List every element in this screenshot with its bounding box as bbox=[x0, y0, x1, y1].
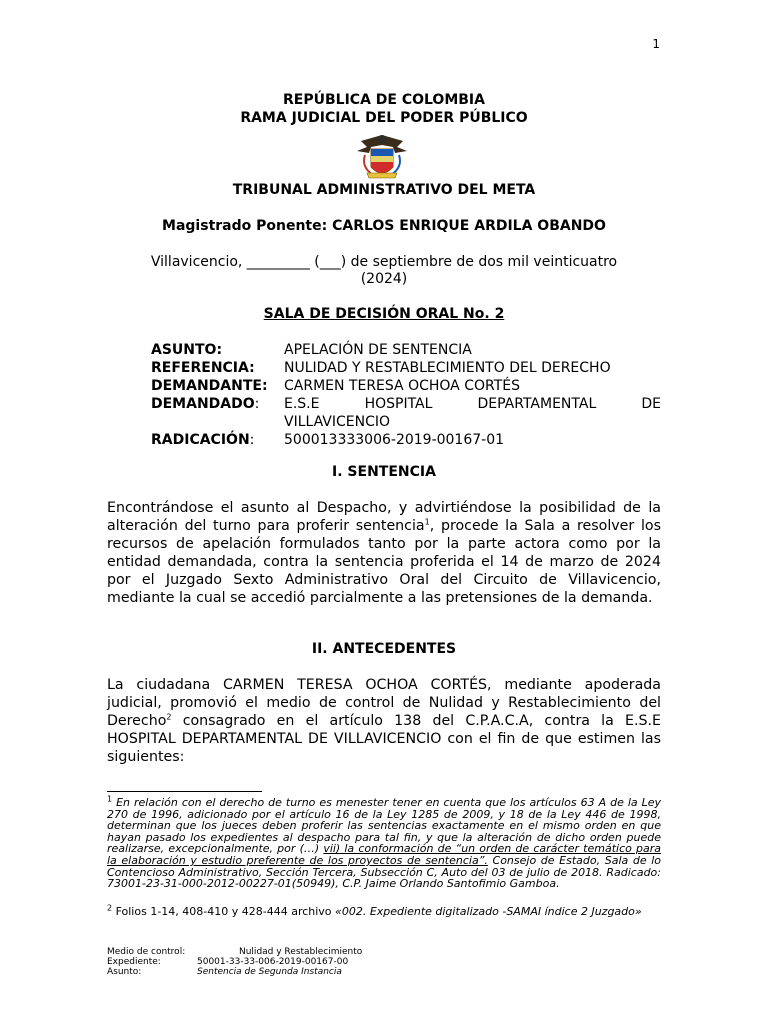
dateline: Villavicencio, _________ (___) de septiembre de dos mil veinticuatro bbox=[150, 254, 618, 270]
header-branch: RAMA JUDICIAL DEL PODER PÚBLICO bbox=[240, 110, 528, 126]
radicacion-value: 500013333006-2019-00167-01 bbox=[284, 432, 505, 448]
footnote-1-quote: vii) la conformación de “un orden de carácter temático para la elaboración y estudio preferente de los proyectos de sentencia”. bbox=[107, 842, 661, 867]
footer-asunto-label: Asunto: bbox=[107, 967, 142, 977]
footer-medio-value: Nulidad y Restablecimiento bbox=[239, 947, 363, 957]
sentencia-text-1: Encontrándose el asunto al Despacho, y advirtiéndose la posibilidad de la alteración del turno para proferir sentencia bbox=[107, 500, 661, 534]
radicacion-row bbox=[151, 431, 661, 449]
asunto-value: APELACIÓN DE SENTENCIA bbox=[284, 342, 472, 358]
antecedentes-text-2: consagrado en el artículo 138 del C.P.A.C.A, contra la E.S.E HOSPITAL DEPARTAMENTAL DE VILLAVICENCIO con el fin de que estimen las siguientes: bbox=[107, 713, 661, 765]
sentencia-text-2: , procede la Sala a resolver los recursos de apelación formulados tanto por la parte actora como por la entidad demandada, contra la sentencia proferida el 14 de marzo de 2024 por el Juzgado Sexto Administrativo Oral del Circuito de Villavicencio, mediante la cual se accedió parcialmente a las pretensiones de la demanda. bbox=[107, 518, 661, 606]
header-country: REPÚBLICA DE COLOMBIA bbox=[283, 92, 485, 108]
demandado-label: DEMANDADO bbox=[151, 396, 255, 412]
demandado-word-1: E.S.E bbox=[284, 396, 320, 412]
footer-medio-label: Medio de control: bbox=[107, 947, 186, 957]
footnote-1 bbox=[107, 794, 662, 891]
case-details bbox=[151, 341, 661, 449]
footer-expediente-label: Expediente: bbox=[107, 957, 161, 967]
demandante-row bbox=[151, 377, 661, 395]
footnote-separator bbox=[107, 791, 262, 792]
referencia-label: REFERENCIA: bbox=[151, 360, 255, 376]
footer-expediente-row bbox=[107, 957, 362, 967]
demandado-word-4: DE bbox=[641, 396, 661, 412]
magistrado-ponente: Magistrado Ponente: CARLOS ENRIQUE ARDILA OBANDO bbox=[162, 218, 606, 234]
page-number: 1 bbox=[652, 37, 660, 51]
demandado-label-wrap bbox=[151, 395, 284, 413]
demandante-label: DEMANDANTE: bbox=[151, 378, 268, 394]
antecedentes-text-1: La ciudadana CARMEN TERESA OCHOA CORTÉS, mediante apoderada judicial, promovió el medio de control de Nulidad y Restablecimiento del Derecho bbox=[107, 677, 661, 729]
radicacion-label: RADICACIÓN bbox=[151, 432, 250, 448]
footnote-2 bbox=[107, 903, 661, 918]
sentencia-paragraph bbox=[107, 499, 661, 607]
footnote-1-text-b: Consejo de Estado, Sala de lo Contencioso Administrativo, Sección Tercera, Subsección C, Auto del 03 de julio de 2018. Radicado: 73001-23-31-000-2012-00227-01(50949), C.P. Jaime Orlando Santofimio Gamboa. bbox=[107, 853, 662, 891]
referencia-value: NULIDAD Y RESTABLECIMIENTO DEL DERECHO bbox=[284, 360, 611, 376]
footnote-ref-1: 1 bbox=[424, 517, 430, 527]
demandante-value: CARMEN TERESA OCHOA CORTÉS bbox=[284, 378, 520, 394]
asunto-label: ASUNTO: bbox=[151, 342, 223, 358]
footer-asunto-value: Sentencia de Segunda Instancia bbox=[197, 967, 342, 977]
dateline-year: (2024) bbox=[360, 271, 408, 287]
radicacion-label-wrap bbox=[151, 431, 284, 449]
footer-asunto-row bbox=[107, 967, 362, 977]
sala-title: SALA DE DECISIÓN ORAL No. 2 bbox=[263, 306, 505, 322]
section-sentencia-title: I. SENTENCIA bbox=[332, 464, 436, 480]
radicacion-colon: : bbox=[249, 432, 255, 448]
demandado-row-2 bbox=[151, 413, 661, 431]
antecedentes-paragraph bbox=[107, 676, 661, 766]
footnote-ref-2: 2 bbox=[166, 712, 172, 722]
demandado-value bbox=[284, 395, 661, 413]
asunto-row bbox=[151, 341, 661, 359]
page-footer bbox=[107, 947, 362, 977]
tribunal-title: TRIBUNAL ADMINISTRATIVO DEL META bbox=[232, 182, 536, 198]
demandado-row bbox=[151, 395, 661, 413]
footnote-2-text-b: «002. Expediente digitalizado -SAMAI índice 2 Juzgado» bbox=[335, 905, 642, 918]
demandado-word-3: DEPARTAMENTAL bbox=[477, 396, 597, 412]
demandado-word-2: HOSPITAL bbox=[364, 396, 433, 412]
footer-expediente-value: 50001-33-33-006-2019-00167-00 bbox=[197, 957, 349, 967]
footnote-1-number: 1 bbox=[107, 794, 113, 804]
colombia-coat-of-arms-icon bbox=[353, 131, 411, 183]
demandado-colon: : bbox=[254, 396, 260, 412]
footnote-2-number: 2 bbox=[107, 903, 113, 913]
section-antecedentes-title: II. ANTECEDENTES bbox=[311, 641, 457, 657]
referencia-row bbox=[151, 359, 661, 377]
demandado-value-line2: VILLAVICENCIO bbox=[284, 414, 391, 430]
footnote-2-text-a: Folios 1-14, 408-410 y 428-444 archivo bbox=[112, 905, 336, 918]
footnote-1-text-a: En relación con el derecho de turno es menester tener en cuenta que los artículos 63 A de la Ley 270 de 1996, adicionado por el artículo 16 de la Ley 1285 de 2009, y 18 de la Ley 446 de 1998, determinan que los jueces deben proferir las sentencias exactamente en el mismo orden en que hayan pasado los expedientes al despacho para tal fin, y que la alteración de dicho orden puede realizarse, excepcionalmente, por (…) bbox=[107, 796, 661, 856]
footer-medio-row bbox=[107, 947, 362, 957]
